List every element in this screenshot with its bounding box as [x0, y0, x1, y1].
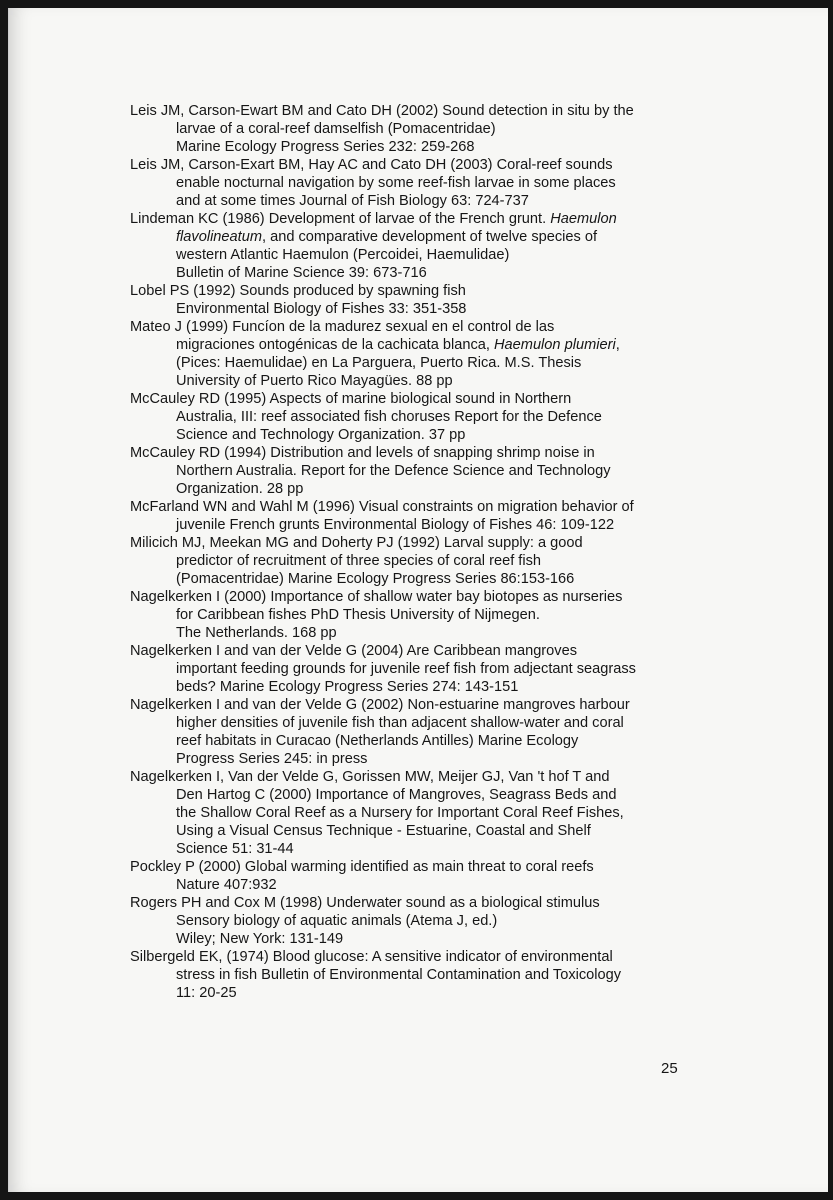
reference-first-line: Rogers PH and Cox M (1998) Underwater sound as a biological stimulus — [130, 895, 600, 911]
reference-entry — [130, 498, 700, 534]
reference-continuation-line: higher densities of juvenile fish than adjacent shallow-water and coral — [176, 715, 624, 731]
reference-continuation-line: Australia, III: reef associated fish choruses Report for the Defence — [176, 409, 602, 425]
reference-continuation-line: (Pomacentridae) Marine Ecology Progress Series 86:153-166 — [176, 571, 575, 587]
reference-first-line: Mateo J (1999) Funcíon de la madurez sexual en el control de las — [130, 319, 555, 335]
reference-entry — [130, 318, 700, 390]
reference-entry — [130, 948, 700, 1002]
reference-continuation-line: The Netherlands. 168 pp — [176, 625, 337, 641]
reference-continuation-line: flavolineatum, and comparative development of twelve species of — [176, 229, 598, 245]
reference-continuation-line: Sensory biology of aquatic animals (Atema J, ed.) — [176, 913, 498, 929]
document-page — [8, 8, 828, 1192]
reference-entry — [130, 858, 700, 894]
reference-continuation-line: Den Hartog C (2000) Importance of Mangroves, Seagrass Beds and — [176, 787, 617, 803]
reference-continuation-line: for Caribbean fishes PhD Thesis University of Nijmegen. — [176, 607, 540, 623]
reference-first-line: Nagelkerken I and van der Velde G (2002) Non-estuarine mangroves harbour — [130, 697, 630, 713]
reference-continuation-line: Wiley; New York: 131-149 — [176, 931, 344, 947]
reference-continuation-line: Marine Ecology Progress Series 232: 259-268 — [176, 139, 475, 155]
reference-entry — [130, 534, 700, 588]
reference-first-line: McCauley RD (1994) Distribution and levels of snapping shrimp noise in — [130, 445, 595, 461]
reference-first-line: Leis JM, Carson-Ewart BM and Cato DH (2002) Sound detection in situ by the — [130, 103, 634, 119]
reference-entry — [130, 390, 700, 444]
reference-first-line: Lobel PS (1992) Sounds produced by spawning fish — [130, 283, 466, 299]
reference-continuation-line: stress in fish Bulletin of Environmental Contamination and Toxicology — [176, 967, 622, 983]
reference-entry — [130, 642, 700, 696]
reference-continuation-line: Science 51: 31-44 — [176, 841, 294, 857]
reference-continuation-line: Using a Visual Census Technique - Estuarine, Coastal and Shelf — [176, 823, 591, 839]
reference-continuation-line: predictor of recruitment of three species of coral reef fish — [176, 553, 542, 569]
reference-first-line: Nagelkerken I (2000) Importance of shallow water bay biotopes as nurseries — [130, 589, 623, 605]
reference-first-line: Lindeman KC (1986) Development of larvae of the French grunt. Haemulon — [130, 211, 617, 227]
reference-continuation-line: the Shallow Coral Reef as a Nursery for Important Coral Reef Fishes, — [176, 805, 624, 821]
reference-entry — [130, 282, 700, 318]
reference-continuation-line: reef habitats in Curacao (Netherlands Antilles) Marine Ecology — [176, 733, 579, 749]
reference-first-line: McCauley RD (1995) Aspects of marine biological sound in Northern — [130, 391, 572, 407]
reference-entry — [130, 210, 700, 282]
reference-continuation-line: Environmental Biology of Fishes 33: 351-358 — [176, 301, 467, 317]
reference-entry — [130, 696, 700, 768]
reference-continuation-line: beds? Marine Ecology Progress Series 274: 143-151 — [176, 679, 519, 695]
reference-first-line: Milicich MJ, Meekan MG and Doherty PJ (1992) Larval supply: a good — [130, 535, 583, 551]
reference-continuation-line: and at some times Journal of Fish Biology 63: 724-737 — [176, 193, 529, 209]
page-number: 25 — [661, 1060, 678, 1077]
reference-entry — [130, 102, 700, 156]
reference-entry — [130, 444, 700, 498]
reference-first-line: Nagelkerken I and van der Velde G (2004) Are Caribbean mangroves — [130, 643, 577, 659]
reference-continuation-line: migraciones ontogénicas de la cachicata blanca, Haemulon plumieri, — [176, 337, 620, 353]
reference-continuation-line: University of Puerto Rico Mayagües. 88 pp — [176, 373, 453, 389]
reference-first-line: McFarland WN and Wahl M (1996) Visual constraints on migration behavior of — [130, 499, 634, 515]
reference-continuation-line: Progress Series 245: in press — [176, 751, 368, 767]
reference-continuation-line: 11: 20-25 — [176, 985, 237, 1001]
reference-continuation-line: Bulletin of Marine Science 39: 673-716 — [176, 265, 427, 281]
reference-first-line: Pockley P (2000) Global warming identified as main threat to coral reefs — [130, 859, 594, 875]
reference-continuation-line: larvae of a coral-reef damselfish (Pomacentridae) — [176, 121, 496, 137]
reference-continuation-line: enable nocturnal navigation by some reef-fish larvae in some places — [176, 175, 616, 191]
reference-continuation-line: Northern Australia. Report for the Defence Science and Technology — [176, 463, 611, 479]
reference-entry — [130, 156, 700, 210]
reference-continuation-line: juvenile French grunts Environmental Biology of Fishes 46: 109-122 — [176, 517, 615, 533]
reference-list — [130, 102, 700, 1002]
reference-continuation-line: important feeding grounds for juvenile reef fish from adjectant seagrass — [176, 661, 636, 677]
reference-continuation-line: Nature 407:932 — [176, 877, 277, 893]
reference-entry — [130, 588, 700, 642]
reference-continuation-line: Science and Technology Organization. 37 pp — [176, 427, 466, 443]
reference-continuation-line: western Atlantic Haemulon (Percoidei, Haemulidae) — [176, 247, 510, 263]
reference-first-line: Silbergeld EK, (1974) Blood glucose: A sensitive indicator of environmental — [130, 949, 613, 965]
reference-entry — [130, 768, 700, 858]
reference-continuation-line: Organization. 28 pp — [176, 481, 304, 497]
reference-continuation-line: (Pices: Haemulidae) en La Parguera, Puerto Rica. M.S. Thesis — [176, 355, 582, 371]
reference-first-line: Leis JM, Carson-Exart BM, Hay AC and Cato DH (2003) Coral-reef sounds — [130, 157, 613, 173]
reference-first-line: Nagelkerken I, Van der Velde G, Gorissen MW, Meijer GJ, Van 't hof T and — [130, 769, 610, 785]
reference-entry — [130, 894, 700, 948]
